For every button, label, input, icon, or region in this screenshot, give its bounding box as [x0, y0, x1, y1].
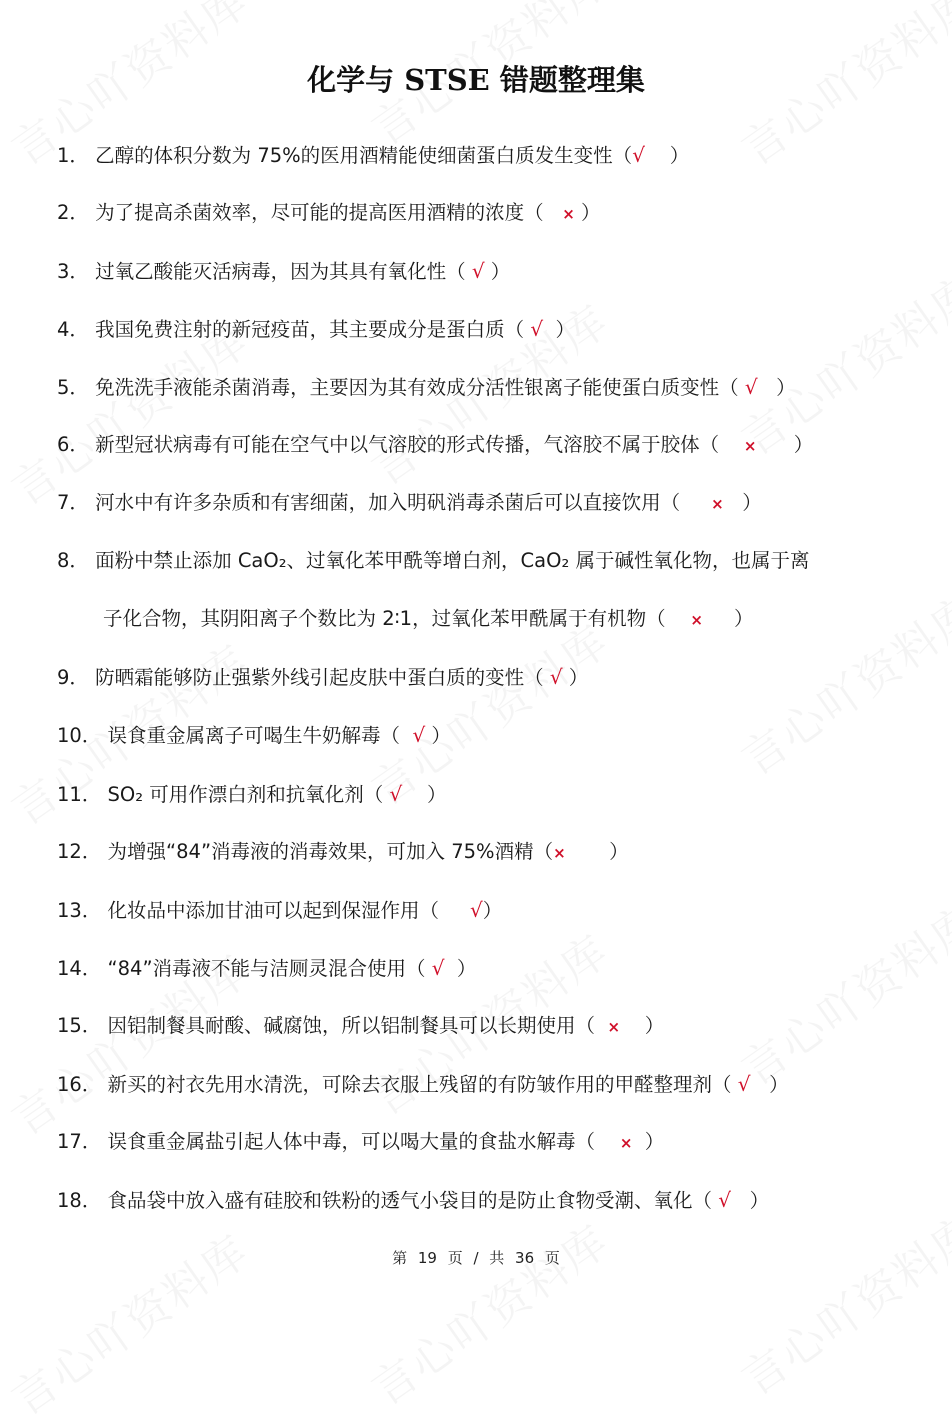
answer-bracket [446, 260, 510, 283]
question-item [57, 723, 451, 748]
answer-bracket [381, 724, 451, 747]
open-paren: （ [699, 433, 744, 456]
question-item [57, 956, 476, 981]
check-mark-icon: √ [530, 317, 544, 341]
answer-bracket [505, 318, 575, 341]
question-text: 防晒霜能够防止强紫外线引起皮肤中蛋白质的变性 [88, 666, 525, 689]
question-text: 新型冠状病毒有可能在空气中以气溶胶的形式传播，气溶胶不属于胶体 [88, 433, 700, 456]
cross-mark-icon: × [562, 205, 575, 223]
question-number: 13． [57, 899, 102, 922]
question-number: 8． [57, 549, 89, 572]
open-paren: （ [524, 201, 563, 224]
watermark [357, 1207, 620, 1418]
close-paren: ） [702, 607, 754, 630]
open-paren: （ [406, 957, 432, 980]
check-mark-icon: √ [744, 375, 758, 399]
close-paren: ） [484, 260, 511, 283]
question-number: 2． [57, 201, 89, 224]
answer-bracket [613, 144, 690, 167]
question-number: 6． [57, 433, 89, 456]
question-item [57, 1014, 664, 1039]
watermark [727, 577, 952, 788]
question-number: 5． [57, 376, 89, 399]
watermark [727, 1197, 952, 1408]
page-title: 化学与 STSE 错题整理集 [307, 63, 645, 97]
question-item [57, 1130, 664, 1155]
open-paren: （ [575, 1014, 608, 1037]
open-paren: （ [504, 318, 531, 341]
question-text: 新买的衬衣先用水清洗，可除去衣服上残留的有防皱作用的甲醛整理剂 [101, 1073, 713, 1096]
close-paren: ） [482, 899, 503, 922]
check-mark-icon: √ [471, 259, 485, 283]
answer-bracket [700, 433, 814, 456]
question-number: 18． [57, 1189, 102, 1212]
question-item [57, 1188, 769, 1213]
question-number: 7． [57, 491, 89, 514]
open-paren: （ [719, 376, 745, 399]
open-paren: （ [533, 840, 554, 863]
question-text: 化妆品中添加甘油可以起到保湿作用 [101, 899, 420, 922]
close-paren: ） [620, 1014, 665, 1037]
check-mark-icon: √ [737, 1072, 751, 1096]
check-mark-icon: √ [431, 956, 445, 980]
cross-mark-icon: × [690, 611, 703, 629]
question-item [57, 201, 601, 226]
question-text: 过氧乙酸能灭活病毒，因为其具有氧化性 [88, 260, 447, 283]
close-paren: ） [723, 491, 762, 514]
question-item [57, 491, 762, 516]
question-item [57, 1072, 789, 1097]
question-text: 我国免费注射的新冠疫苗，其主要成分是蛋白质 [88, 318, 505, 341]
check-mark-icon: √ [718, 1188, 731, 1212]
question-number: 14． [57, 957, 102, 980]
question-number: 11． [57, 783, 102, 806]
close-paren: ） [757, 376, 796, 399]
question-number: 1． [57, 144, 89, 167]
open-paren: （ [524, 666, 550, 689]
answer-bracket [712, 1073, 789, 1096]
question-text: SO₂ 可用作漂白剂和抗氧化剂 [101, 783, 364, 806]
question-number: 4． [57, 318, 89, 341]
question-item [57, 840, 629, 865]
close-paren: ） [632, 1130, 665, 1153]
question-text: 面粉中禁止添加 CaO₂、过氧化苯甲酰等增白剂，CaO₂ 属于碱性氧化物，也属于离 [88, 549, 810, 572]
question-item [57, 549, 809, 573]
question-number: 15． [57, 1014, 102, 1037]
check-mark-icon: √ [412, 723, 426, 747]
question-number: 10． [57, 724, 102, 747]
answer-bracket [661, 491, 762, 514]
answer-bracket [534, 840, 629, 863]
answer-bracket [420, 899, 503, 922]
answer-bracket [719, 376, 796, 399]
open-paren: （ [712, 1073, 738, 1096]
watermark [727, 887, 952, 1098]
question-item [57, 665, 588, 690]
question-item-continued [103, 607, 753, 632]
question-text: 因铝制餐具耐酸、碱腐蚀，所以铝制餐具可以长期使用 [101, 1014, 576, 1037]
close-paren: ） [444, 957, 477, 980]
question-number: 12． [57, 840, 102, 863]
question-item [57, 259, 510, 284]
question-item [57, 375, 796, 400]
question-item [57, 143, 689, 168]
answer-bracket [524, 201, 600, 224]
question-text: 子化合物，其阴阳离子个数比为 2∶1，过氧化苯甲酰属于有机物 [103, 607, 647, 630]
answer-bracket [693, 1189, 770, 1212]
open-paren: （ [363, 783, 390, 806]
question-number: 9． [57, 666, 89, 689]
question-item [57, 317, 575, 342]
question-text: 食品袋中放入盛有硅胶和铁粉的透气小袋目的是防止食物受潮、氧化 [101, 1189, 693, 1212]
close-paren: ） [756, 433, 814, 456]
open-paren: （ [380, 724, 413, 747]
answer-bracket [646, 607, 753, 630]
answer-bracket [576, 1130, 665, 1153]
cross-mark-icon: × [553, 844, 566, 862]
check-mark-icon: √ [389, 782, 403, 806]
question-item [57, 898, 502, 923]
open-paren: （ [419, 899, 471, 922]
question-text: 乙醇的体积分数为 75%的医用酒精能使细菌蛋白质发生变性 [88, 144, 613, 167]
close-paren: ） [562, 666, 589, 689]
close-paren: ） [750, 1073, 789, 1096]
close-paren: ） [565, 840, 629, 863]
close-paren: ） [644, 144, 690, 167]
close-paren: ） [402, 783, 447, 806]
question-text: 河水中有许多杂质和有害细菌，加入明矾消毒杀菌后可以直接饮用 [88, 491, 661, 514]
answer-bracket [524, 666, 588, 689]
answer-bracket [576, 1014, 665, 1037]
open-paren: （ [446, 260, 472, 283]
open-paren: （ [660, 491, 712, 514]
question-number: 3． [57, 260, 89, 283]
question-text: 误食重金属离子可喝生牛奶解毒 [101, 724, 381, 747]
cross-mark-icon: × [743, 437, 757, 455]
open-paren: （ [692, 1189, 719, 1212]
question-item [57, 782, 447, 807]
question-text: 为增强“84”消毒液的消毒效果，可加入 75%酒精 [101, 840, 534, 863]
close-paren: ） [543, 318, 575, 341]
check-mark-icon: √ [549, 665, 563, 689]
open-paren: （ [575, 1130, 620, 1153]
question-text: 误食重金属盐引起人体中毒，可以喝大量的食盐水解毒 [101, 1130, 576, 1153]
cross-mark-icon: × [619, 1134, 633, 1152]
page-footer: 第 19 页 / 共 36 页 [392, 1249, 560, 1267]
open-paren: （ [612, 144, 633, 167]
check-mark-icon: √ [470, 898, 483, 922]
close-paren: ） [425, 724, 451, 747]
question-text: 免洗洗手液能杀菌消毒，主要因为其有效成分活性银离子能使蛋白质变性 [88, 376, 720, 399]
answer-bracket [364, 783, 447, 806]
close-paren: ） [574, 201, 601, 224]
close-paren: ） [730, 1189, 770, 1212]
question-number: 17． [57, 1130, 102, 1153]
answer-bracket [406, 957, 476, 980]
question-item [57, 433, 813, 458]
question-text: 为了提高杀菌效率，尽可能的提高医用酒精的浓度 [88, 201, 525, 224]
cross-mark-icon: × [607, 1018, 621, 1036]
cross-mark-icon: × [711, 495, 724, 513]
check-mark-icon: √ [632, 143, 645, 167]
question-text: “84”消毒液不能与洁厕灵混合使用 [101, 957, 407, 980]
question-number: 16． [57, 1073, 102, 1096]
open-paren: （ [646, 607, 691, 630]
